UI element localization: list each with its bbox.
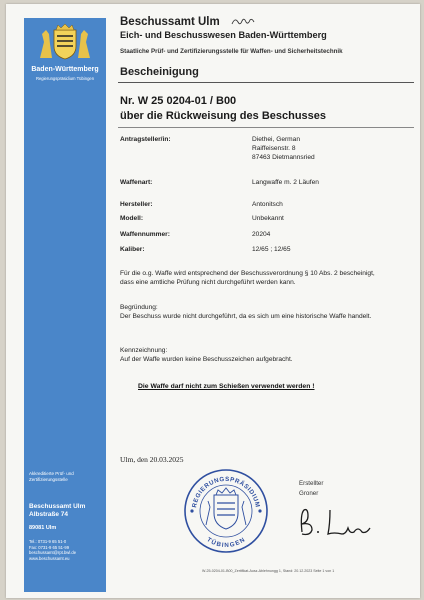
- office-subtitle: Eich- und Beschusswesen Baden-Württemberg: [120, 30, 327, 40]
- weapon-type-label: Waffenart:: [120, 179, 153, 186]
- title-divider: [118, 127, 414, 128]
- applicant-street: Raiffeisenstr. 8: [252, 145, 296, 152]
- email-link[interactable]: beschussamt@rpt.bwl.de: [29, 550, 77, 556]
- serial-label: Waffennummer:: [120, 231, 170, 238]
- accreditation-line-2: Zertifizierungsstelle: [29, 477, 68, 482]
- certificate-number: Nr. W 25 0204-01 / B00: [120, 95, 237, 107]
- model-label: Modell:: [120, 215, 144, 222]
- certificate-page: [6, 4, 420, 598]
- applicant-label: Antragsteller/in:: [120, 136, 171, 143]
- footer-reference: W-25-0204-01-B00_Zertifikat-Ausz-Ablehnungg 1, Stand: 20.12.2023 Seite 1 von 1: [202, 569, 335, 573]
- handwritten-signature: [294, 504, 374, 540]
- fax: Fax: 0731-9 65 51-99: [29, 544, 70, 550]
- office-heading: Beschussamt Ulm: [120, 16, 220, 28]
- agency-line: Staatliche Prüf- und Zertifizierungsstelle für Waffen- und Sicherheitstechnik: [120, 48, 343, 55]
- office-name: Beschussamt Ulm: [29, 503, 86, 510]
- applicant-name: Diethei, German: [252, 136, 301, 143]
- state-name: Baden-Württemberg: [31, 66, 99, 73]
- official-stamp-icon: [182, 467, 270, 555]
- reason-text: Der Beschuss wurde nicht durchgeführt, da es sich um eine historische Waffe handelt.: [120, 312, 372, 320]
- coat-of-arms-icon: [36, 24, 94, 60]
- contact-block: [29, 539, 105, 561]
- office-city: 89081 Ulm: [29, 525, 57, 531]
- accreditation-line-1: Akkreditierte Prüf- und: [29, 471, 74, 476]
- manufacturer-label: Hersteller:: [120, 201, 153, 208]
- caliber-value: 12/65 ; 12/65: [252, 246, 291, 253]
- accreditation-note: [29, 471, 103, 483]
- certificate-subject: über die Rückweisung des Beschusses: [120, 110, 327, 122]
- svg-text:TÜBINGEN: [205, 536, 246, 549]
- statement-text: Für die o.g. Waffe wird entsprechend der Beschussverordnung § 10 Abs. 2 bescheinigt, dass eine amtliche Prüfung nicht durchgeführt werden kann.: [120, 270, 375, 286]
- header-divider: [118, 82, 414, 83]
- serial-value: 20204: [252, 231, 271, 238]
- reason-label: Begründung:: [120, 304, 158, 311]
- marking-block: [120, 347, 390, 364]
- phone: Tel.: 0731-9 65 51-0: [29, 539, 67, 544]
- authority-name: Regierungspräsidium Tübingen: [35, 76, 95, 81]
- document-type: Bescheinigung: [120, 66, 199, 78]
- stamp-top-text: REGIERUNGSPRÄSIDIUM: [191, 475, 261, 509]
- office-street: Albstraße 74: [29, 511, 69, 518]
- marking-label: Kennzeichnung:: [120, 347, 168, 354]
- sidebar: [24, 18, 106, 592]
- applicant-value: [252, 135, 315, 162]
- applicant-city: 87463 Dietmannsried: [252, 154, 315, 161]
- place-date: Ulm, den 20.03.2025: [120, 455, 184, 464]
- caliber-label: Kaliber:: [120, 246, 145, 253]
- stamp-bottom-text: TÜBINGEN: [205, 536, 247, 550]
- website-link[interactable]: www.beschussamt.eu: [29, 555, 70, 561]
- office-address: [29, 503, 105, 519]
- signer-role: Erstellter: [299, 480, 324, 487]
- initials-signature: [230, 15, 256, 27]
- signer-name: Groner: [299, 490, 319, 497]
- warning-notice: Die Waffe darf nicht zum Schießen verwendet werden !: [138, 383, 315, 390]
- weapon-type-value: Langwaffe m. 2 Läufen: [252, 179, 319, 186]
- manufacturer-value: Antonitsch: [252, 201, 283, 208]
- reason-block: [120, 304, 390, 321]
- model-value: Unbekannt: [252, 215, 284, 222]
- marking-text: Auf der Waffe wurden keine Beschusszeichen aufgebracht.: [120, 355, 293, 363]
